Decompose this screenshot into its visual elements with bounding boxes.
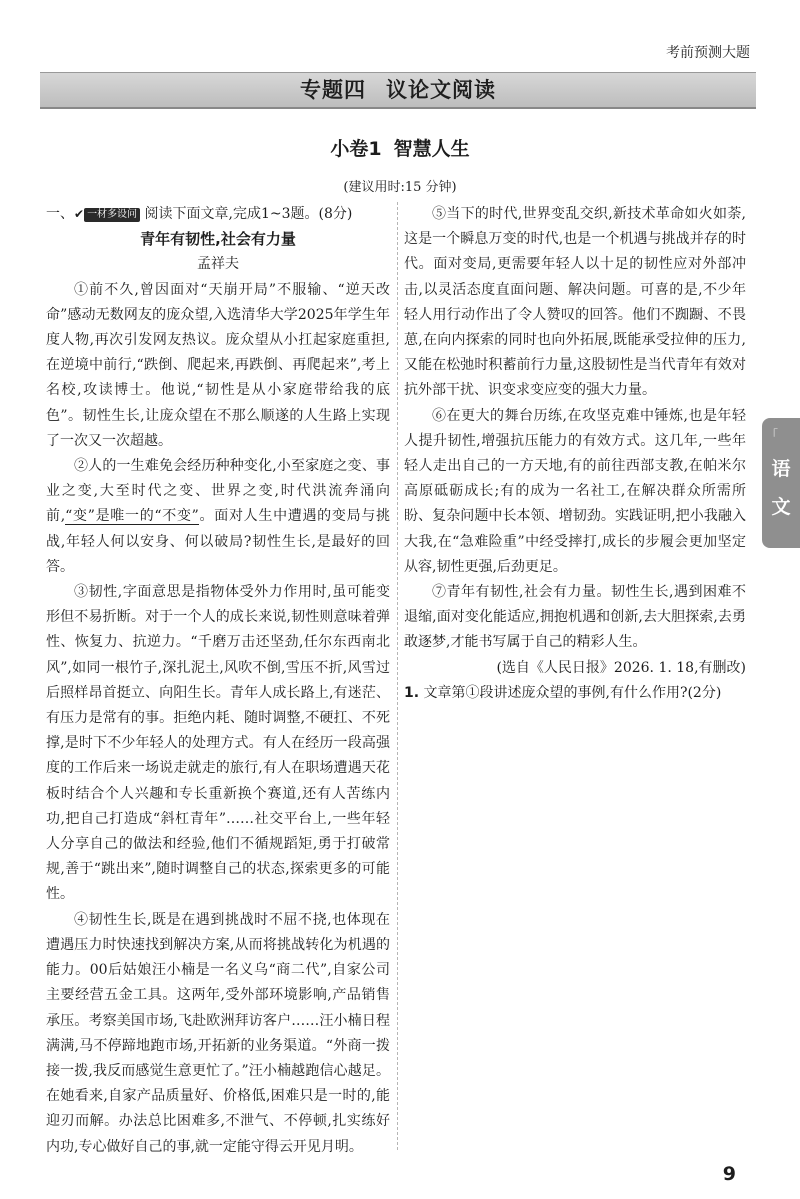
paragraph-1: ①前不久,曾因面对“天崩开局”不服输、“逆天改命”感动无数网友的庞众望,入选清华大学2025年学生年度人物,再次引发网友热议。庞众望从小扛起家庭重担,在逆境中前行,“跌倒、爬起来,再跌倒、再爬起来”,考上名校,攻读博士。他说,“韧性是从小家庭带给我的底色”。韧性生长,让庞众望在不那么顺遂的人生路上实现了一次又一次超越。 bbox=[46, 281, 390, 449]
subject-side-tab bbox=[762, 418, 800, 548]
instruction-text: 阅读下面文章,完成1~3题。(8分) bbox=[144, 206, 353, 222]
paragraph-2-after: 。面对人生中遭遇的变局与挑战,年轻人何以安身、何以破局?韧性生长,是最好的回答。 bbox=[46, 508, 391, 575]
paper-title: 智慧人生 bbox=[393, 138, 470, 160]
paragraph-7: ⑦青年有韧性,社会有力量。韧性生长,遇到困难不退缩,面对变化能适应,拥抱机遇和创新,去大胆探索,去勇敢逐梦,才能书写属于自己的精彩人生。 bbox=[404, 584, 746, 651]
article-author: 孟祥夫 bbox=[197, 256, 239, 273]
side-tab-bracket: 「 bbox=[766, 428, 779, 442]
section-title-bar bbox=[40, 72, 756, 109]
question-1-number: 1. bbox=[404, 684, 420, 701]
paragraph-2-underlined: “变”是唯一的“不变” bbox=[65, 508, 199, 525]
instruction-prefix: 一、 bbox=[46, 206, 74, 222]
side-tab-char-2: 文 bbox=[771, 496, 791, 518]
right-column bbox=[404, 202, 746, 706]
paper-label: 小卷1 bbox=[330, 138, 382, 160]
instruction bbox=[46, 202, 390, 227]
page-number: 9 bbox=[722, 1163, 736, 1185]
section-label: 专题四 bbox=[300, 78, 366, 102]
paragraph-2-before: ②人的一生难免会经历种种变化,小至家庭之变、事业之变,大至时代之变、世界之变,时代洪流奔涌向前, bbox=[46, 458, 390, 525]
paragraph-3: ③韧性,字面意思是指物体受外力作用时,虽可能变形但不易折断。对于一个人的成长来说,韧性则意味着弹性、恢复力、抗逆力。“千磨万击还坚劲,任尔东西南北风”,如同一根竹子,深扎泥土,风吹不倒,雪压不折,风雪过后照样昂首挺立、向阳生长。青年人成长路上,有迷茫、有压力是常有的事。拒绝内耗、随时调整,不硬扛、不死撑,是时下不少年轻人的处理方式。有人在经历一段高强度的工作后来一场说走就走的旅行,有人在职场遭遇天花板时结合个人兴趣和专长重新换个赛道,还有人苦练内功,把自己打造成“斜杠青年”……社交平台上,一些年轻人分享自己的做法和经验,他们不循规蹈矩,勇于打破常规,善于“跳出来”,随时调整自己的状态,探索更多的可能性。 bbox=[46, 584, 390, 903]
question-1-text: 文章第①段讲述庞众望的事例,有什么作用?(2分) bbox=[423, 684, 722, 701]
section-title: 议论文阅读 bbox=[386, 78, 496, 102]
paragraph-6: ⑥在更大的舞台历练,在攻坚克难中锤炼,也是年轻人提升韧性,增强抗压能力的有效方式。这几年,一些年轻人走出自己的一方天地,有的前往西部支教,在帕米尔高原砥砺成长;有的成为一名社工,在解决群众所需所盼、复杂问题中长本领、增韧劲。实践证明,把小我融入大我,在“急难险重”中经受摔打,成长的步履会更加坚定从容,韧性更强,后劲更足。 bbox=[404, 407, 746, 575]
time-note: (建议用时:15 分钟) bbox=[343, 180, 457, 195]
column-divider bbox=[397, 202, 398, 1150]
article-source: (选自《人民日报》2026. 1. 18,有删改) bbox=[496, 659, 746, 676]
article-title: 青年有韧性,社会有力量 bbox=[140, 230, 296, 249]
side-tab-char-1: 语 bbox=[771, 458, 791, 480]
left-column bbox=[46, 202, 390, 1160]
checkmark-icon: ✔ bbox=[74, 207, 85, 221]
instruction-badge: 一材多设问 bbox=[84, 208, 140, 222]
paragraph-5: ⑤当下的时代,世界变乱交织,新技术革命如火如荼,这是一个瞬息万变的时代,也是一个机遇与挑战并存的时代。面对变局,更需要年轻人以十足的韧性应对外部冲击,以灵活态度直面问题、解决问题。可喜的是,不少年轻人用行动作出了令人赞叹的回答。他们不踟蹰、不畏葸,在向内探索的同时也向外拓展,既能承受拉伸的压力,又能在松弛时积蓄前行力量,这股韧性是当代青年有效对抗外部干扰、识变求变应变的强大力量。 bbox=[404, 206, 746, 399]
paragraph-4: ④韧性生长,既是在遇到挑战时不屈不挠,也体现在遭遇压力时快速找到解决方案,从而将挑战转化为机遇的能力。00后姑娘汪小楠是一名义乌“商二代”,自家公司主要经营五金工具。这两年,受外部环境影响,产品销售承压。考察美国市场,飞赴欧洲拜访客户……汪小楠日程满满,马不停蹄地跑市场,开拓新的业务渠道。“外商一拨接一拨,我反而感觉生意更忙了。”汪小楠越跑信心越足。在她看来,自家产品质量好、价格低,困难只是一时的,能迎刃而解。办法总比困难多,不泄气、不停顿,扎实练好内功,专心做好自己的事,就一定能守得云开见月明。 bbox=[46, 911, 390, 1155]
question-1 bbox=[404, 681, 746, 706]
paper-subtitle bbox=[0, 134, 800, 161]
paragraph-2 bbox=[46, 454, 390, 580]
header-label: 考前预测大题 bbox=[666, 45, 750, 61]
